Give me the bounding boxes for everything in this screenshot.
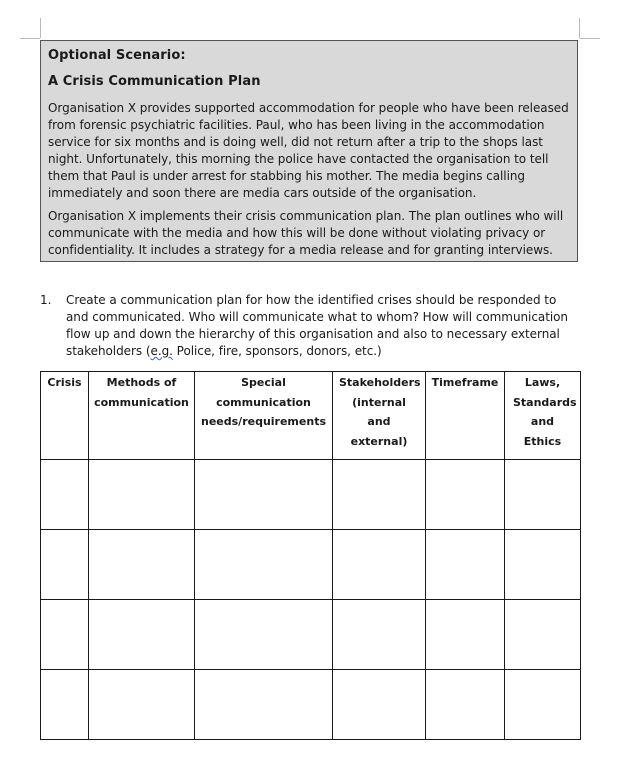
table-cell[interactable] <box>195 670 333 740</box>
table-cell[interactable] <box>426 460 505 530</box>
crop-mark-right-horizontal <box>580 38 600 39</box>
communication-plan-table <box>40 371 581 740</box>
crop-mark-right-vertical <box>579 18 580 38</box>
scenario-paragraph-1: Organisation X provides supported accommodation for people who have been released from forensic psychiatric facilities. Paul, who has been living in the accommodation service for six months and is doing well, did not return after a trip to the shops last night. Unfortunately, this morning the police have contacted the organisation to tell them that Paul is under arrest for stabbing his mother. The media begins calling immediately and soon there are media cars outside of the organisation. <box>48 101 569 200</box>
table-cell[interactable] <box>333 530 426 600</box>
eg-abbreviation: e.g. <box>150 344 173 358</box>
table-cell[interactable] <box>89 460 195 530</box>
scenario-paragraph-2: Organisation X implements their crisis communication plan. The plan outlines who will communicate with the media and how this will be done without violating privacy or confidentiality. It includes a strategy for a media release and for granting interviews. <box>48 209 564 257</box>
table-row <box>41 460 581 530</box>
table-cell[interactable] <box>426 670 505 740</box>
header-timeframe: Timeframe <box>426 372 505 460</box>
header-laws-standards-ethics: Laws, Standards and Ethics <box>505 372 581 460</box>
table-cell[interactable] <box>89 530 195 600</box>
header-stakeholders: Stakeholders (internal and external) <box>333 372 426 460</box>
question-text-end: Police, fire, sponsors, donors, etc.) <box>172 344 382 358</box>
question-1 <box>40 292 580 360</box>
scenario-subheading: A Crisis Communication Plan <box>48 74 261 89</box>
table-cell[interactable] <box>41 600 89 670</box>
scenario-heading: Optional Scenario: <box>48 48 186 63</box>
table-cell[interactable] <box>505 600 581 670</box>
table-cell[interactable] <box>195 600 333 670</box>
table-header-row <box>41 372 581 460</box>
table-row <box>41 670 581 740</box>
crop-mark-left-vertical <box>40 18 41 38</box>
question-text <box>66 292 580 360</box>
crop-mark-left-horizontal <box>20 38 40 39</box>
table-cell[interactable] <box>505 670 581 740</box>
table-row <box>41 530 581 600</box>
table-cell[interactable] <box>89 600 195 670</box>
table-cell[interactable] <box>195 460 333 530</box>
table-cell[interactable] <box>41 460 89 530</box>
table-row <box>41 600 581 670</box>
table-cell[interactable] <box>333 670 426 740</box>
table-cell[interactable] <box>505 530 581 600</box>
table-cell[interactable] <box>505 460 581 530</box>
table-cell[interactable] <box>333 460 426 530</box>
table-cell[interactable] <box>41 530 89 600</box>
table-cell[interactable] <box>89 670 195 740</box>
table-cell[interactable] <box>426 600 505 670</box>
table-cell[interactable] <box>426 530 505 600</box>
question-text-main: Create a communication plan for how the identified crises should be responded to and communicated. Who will communicate what to whom? How will communication flow up and down the hierarchy of this organisation and also to necessary external stakeholders ( <box>66 293 568 358</box>
table-cell[interactable] <box>41 670 89 740</box>
question-number: 1. <box>40 293 52 307</box>
header-crisis: Crisis <box>41 372 89 460</box>
scenario-box <box>40 40 578 262</box>
header-methods-of-communication: Methods of communication <box>89 372 195 460</box>
header-special-communication-needs: Special communication needs/requirements <box>195 372 333 460</box>
table-cell[interactable] <box>195 530 333 600</box>
table-cell[interactable] <box>333 600 426 670</box>
